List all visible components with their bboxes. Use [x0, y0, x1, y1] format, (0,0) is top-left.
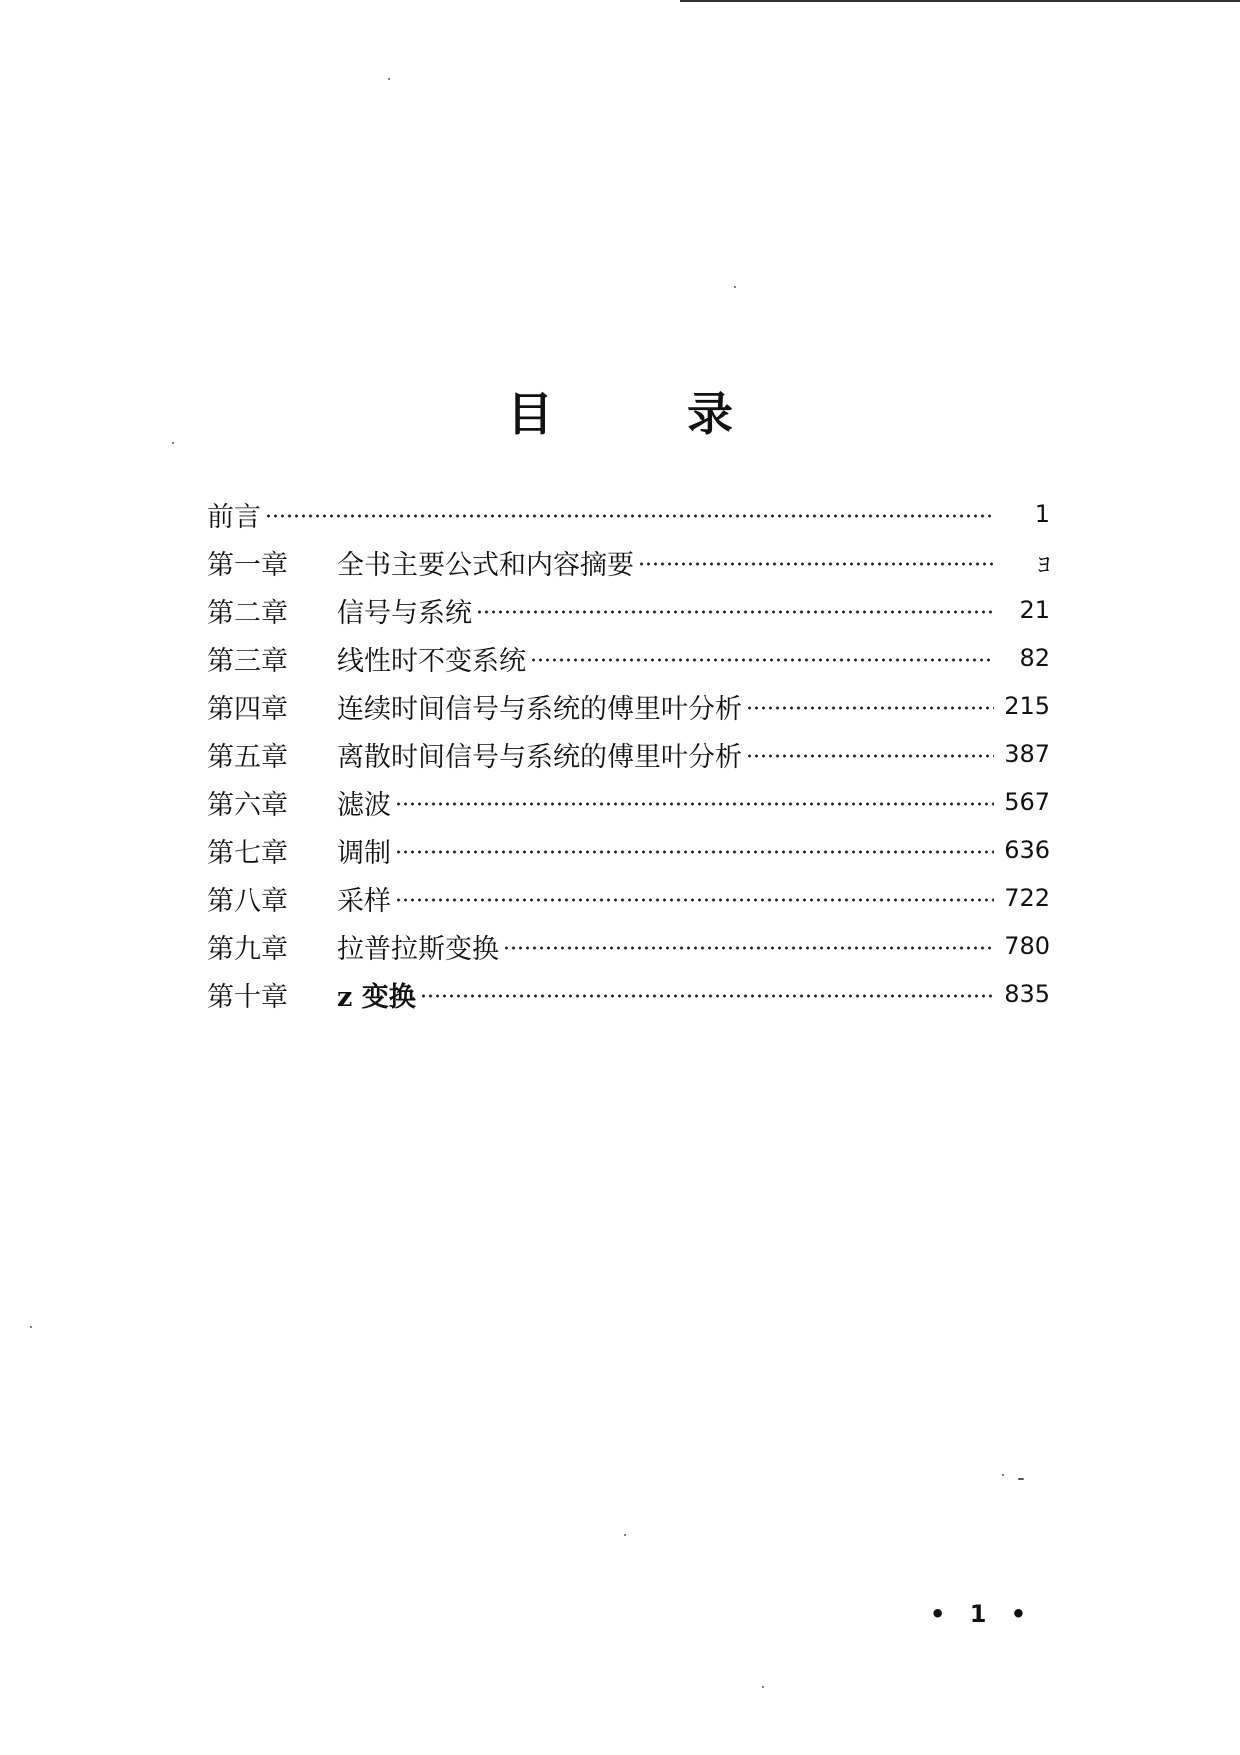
scan-speck — [1018, 1478, 1024, 1480]
dot-leader — [530, 658, 994, 662]
toc-page-number: 82 — [1019, 644, 1050, 672]
scan-speck — [734, 286, 736, 288]
toc-chapter-label: 前言 — [207, 501, 261, 533]
page-title — [0, 378, 1240, 444]
toc-entry-title: 线性时不变系统 — [337, 645, 526, 677]
toc-entry[interactable] — [207, 874, 1050, 922]
scan-speck — [762, 1686, 764, 1688]
dot-leader — [395, 802, 994, 806]
scan-speck — [30, 1326, 32, 1328]
dot-leader — [395, 898, 994, 902]
toc-entry[interactable] — [207, 538, 1050, 586]
toc-entry[interactable] — [207, 682, 1050, 730]
dot-leader — [265, 514, 994, 518]
toc-chapter-label: 第一章 — [207, 549, 288, 581]
toc-chapter-label: 第九章 — [207, 933, 288, 965]
dot-leader — [746, 754, 994, 758]
dot-leader — [395, 850, 994, 854]
toc-page-number: 215 — [1004, 692, 1050, 720]
toc-page-number: ﾖ — [1038, 550, 1050, 579]
toc-entry-title: 采样 — [337, 885, 391, 917]
toc-page-number: 567 — [1004, 788, 1050, 816]
dot-leader — [638, 562, 994, 566]
dot-leader — [503, 946, 994, 950]
dot-leader — [746, 706, 994, 710]
toc-entry[interactable] — [207, 922, 1050, 970]
title-char-1: 目 — [507, 387, 553, 441]
toc-entry[interactable] — [207, 586, 1050, 634]
page-folio: • 1 • — [930, 1600, 1035, 1628]
toc-chapter-label: 第三章 — [207, 645, 288, 677]
toc-page-number: 722 — [1004, 884, 1050, 912]
toc-entry[interactable] — [207, 634, 1050, 682]
toc-entry[interactable] — [207, 970, 1050, 1018]
toc-entry-title: 拉普拉斯变换 — [337, 933, 499, 965]
dot-leader — [420, 994, 994, 998]
scan-speck — [388, 78, 390, 80]
toc-entry-title: 离散时间信号与系统的傅里叶分析 — [337, 741, 742, 773]
toc-entry[interactable] — [207, 730, 1050, 778]
toc-chapter-label: 第七章 — [207, 837, 288, 869]
toc-chapter-label: 第六章 — [207, 789, 288, 821]
table-of-contents — [207, 490, 1050, 1018]
toc-chapter-label: 第八章 — [207, 885, 288, 917]
scan-speck — [1002, 1474, 1004, 1476]
scan-speck — [624, 1534, 626, 1536]
toc-page-number: 780 — [1004, 932, 1050, 960]
toc-chapter-label: 第四章 — [207, 693, 288, 725]
toc-page-number: 636 — [1004, 836, 1050, 864]
toc-entry-title: 调制 — [337, 837, 391, 869]
top-edge-rule — [680, 0, 1240, 2]
toc-entry[interactable] — [207, 826, 1050, 874]
toc-chapter-label: 第五章 — [207, 741, 288, 773]
toc-entry-title: 滤波 — [337, 789, 391, 821]
toc-page-number: 835 — [1004, 980, 1050, 1008]
toc-entry-title: 信号与系统 — [337, 597, 472, 629]
title-char-2: 录 — [687, 387, 733, 441]
toc-chapter-label: 第二章 — [207, 597, 288, 629]
toc-chapter-label: 第十章 — [207, 981, 288, 1013]
toc-page-number: 1 — [1034, 500, 1050, 528]
toc-entry[interactable] — [207, 778, 1050, 826]
toc-entry[interactable] — [207, 490, 1050, 538]
toc-entry-title: 全书主要公式和内容摘要 — [337, 549, 634, 581]
toc-page-number: 21 — [1019, 596, 1050, 624]
dot-leader — [476, 610, 994, 614]
toc-page-number: 387 — [1004, 740, 1050, 768]
toc-entry-title: z 变换 — [337, 981, 416, 1013]
toc-entry-title: 连续时间信号与系统的傅里叶分析 — [337, 693, 742, 725]
